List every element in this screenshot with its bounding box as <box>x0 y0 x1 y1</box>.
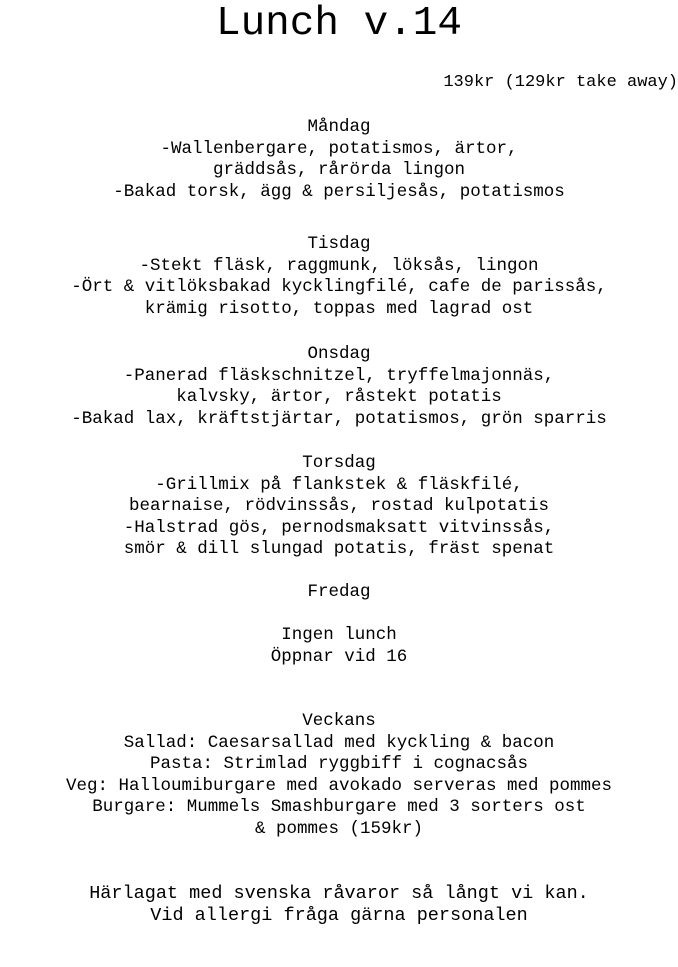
weekly-specials <box>0 711 678 840</box>
dish-line: gräddsås, rårörda lingon <box>212 160 466 180</box>
footer-note <box>0 883 678 927</box>
dish-line: krämig risotto, toppas med lagrad ost <box>144 298 534 319</box>
weekly-line: Veg: Halloumiburgare med avokado serveras med pommes <box>65 775 613 796</box>
dish-line: kalvsky, ärtor, råstekt potatis <box>176 387 502 407</box>
weekly-line: & pommes (159kr) <box>254 818 424 839</box>
dish-line: -Grillmix på flankstek & fläskfilé, <box>155 474 523 495</box>
dish-line: -Halstrad gös, pernodsmaksatt vitvinssås, <box>123 517 555 538</box>
dish-line: bearnaise, rödvinssås, rostad kulpotatis <box>128 496 550 516</box>
footer-line: Härlagat med svenska råvaror så långt vi kan. <box>89 883 589 904</box>
day-heading: Onsdag <box>307 344 371 364</box>
dish-line: -Wallenbergare, potatismos, ärtor, <box>160 138 518 159</box>
day-tuesday <box>0 234 678 320</box>
dish-line: -Panerad fläskschnitzel, tryffelmajonnäs, <box>123 365 555 386</box>
dish-line: -Ört & vitlöksbakad kycklingfilé, cafe de parissås, <box>71 277 607 297</box>
weekly-line: Burgare: Mummels Smashburgare med 3 sorters ost <box>92 797 586 817</box>
friday-note-line: Öppnar vid 16 <box>270 646 408 667</box>
friday-note <box>0 625 678 668</box>
price-info: 139kr (129kr take away) <box>443 73 678 92</box>
footer-line: Vid allergi fråga gärna personalen <box>150 905 528 926</box>
dish-line: -Stekt fläsk, raggmunk, löksås, lingon <box>139 255 539 276</box>
day-heading: Måndag <box>307 117 371 137</box>
weekly-line: Pasta: Strimlad ryggbiff i cognacsås <box>149 754 529 774</box>
day-friday <box>0 582 678 604</box>
day-heading: Torsdag <box>302 453 376 473</box>
dish-line: -Bakad torsk, ägg & persiljesås, potatismos <box>113 181 565 202</box>
day-thursday <box>0 453 678 561</box>
weekly-heading: Veckans <box>302 711 376 731</box>
friday-note-line: Ingen lunch <box>281 625 397 645</box>
menu-title: Lunch v.14 <box>215 1 463 47</box>
day-wednesday <box>0 344 678 430</box>
day-monday <box>0 117 678 203</box>
dish-line: smör & dill slungad potatis, fräst spenat <box>123 539 555 559</box>
day-heading: Tisdag <box>307 234 371 254</box>
day-heading: Fredag <box>307 582 371 602</box>
weekly-line: Sallad: Caesarsallad med kyckling & bacon <box>123 732 555 753</box>
dish-line: -Bakad lax, kräftstjärtar, potatismos, grön sparris <box>71 408 607 429</box>
